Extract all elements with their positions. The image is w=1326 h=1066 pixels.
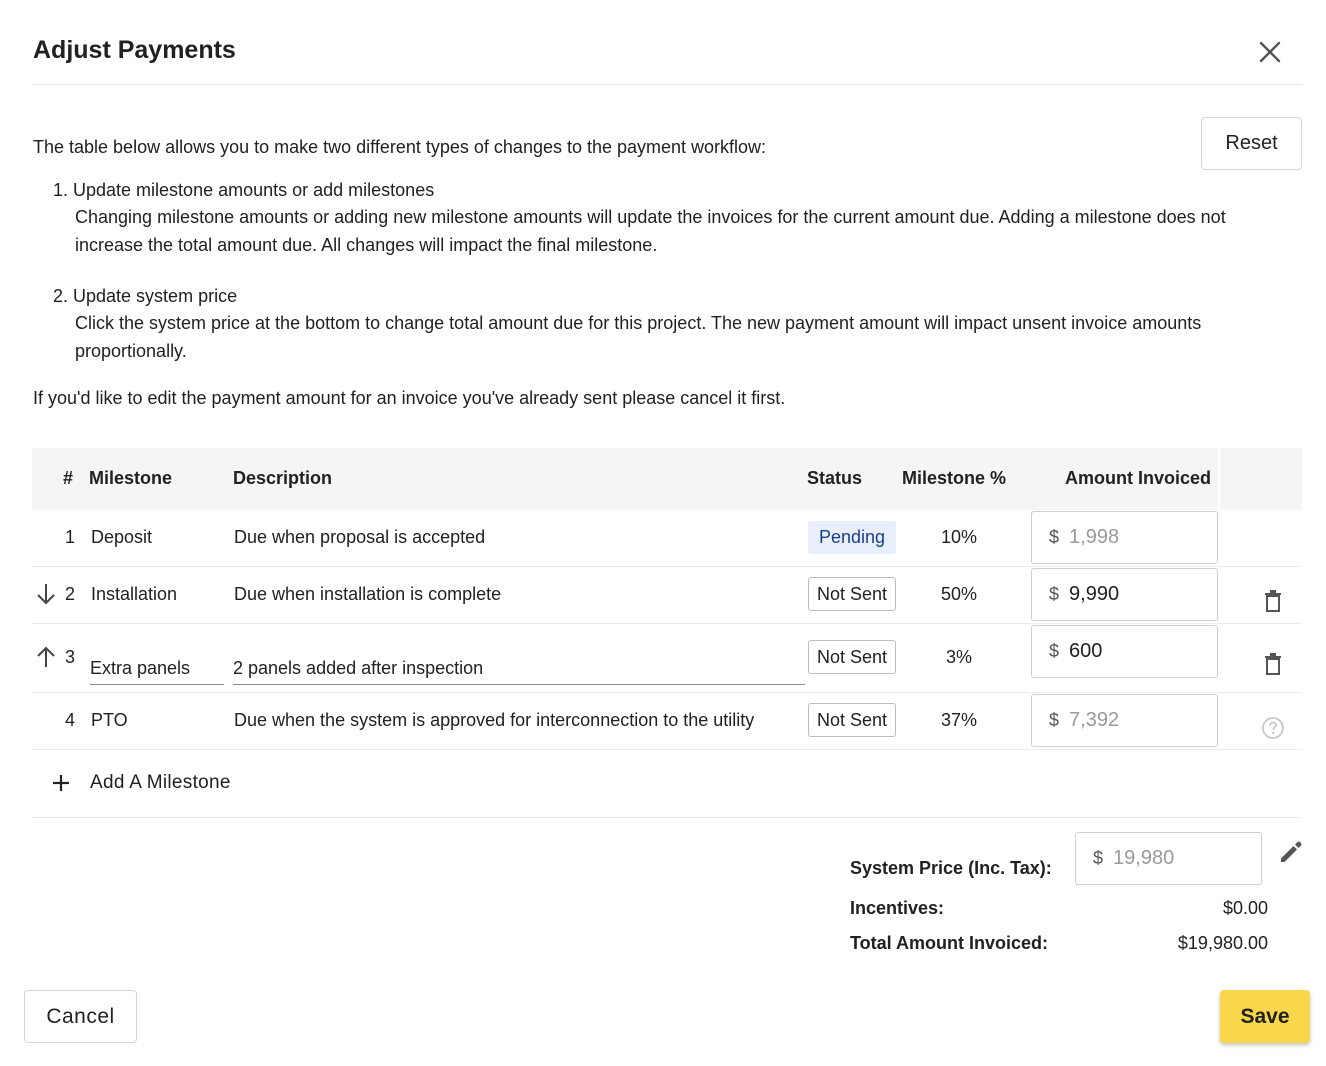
row-percent: 37% [940,710,978,730]
reset-button[interactable]: Reset [1201,117,1302,170]
amount-value: 600 [1069,640,1103,662]
status-badge: Not Sent [808,577,896,611]
amount-value: 1,998 [1069,526,1120,548]
row-description: Due when the system is approved for interconnection to the utility [234,710,755,730]
row-description: Due when proposal is accepted [234,527,486,547]
trash-icon [1264,590,1282,612]
currency-symbol: $ [1093,848,1104,868]
amount-value: 9,990 [1069,583,1120,605]
row-number: 3 [64,647,75,667]
instruction-body-1: Changing milestone amounts or adding new milestone amounts will update the invoices for the current amount due. Adding a milestone does not increase the total amount due. All changes will impact the final milestone. [75,207,1226,255]
incentives-value: $0.00 [1222,898,1268,918]
system-price-label: System Price (Inc. Tax): [850,858,1052,878]
row-description: Due when installation is complete [234,584,502,604]
row-number: 2 [64,584,75,604]
add-milestone-label: Add A Milestone [90,772,231,793]
instruction-body-2: Click the system price at the bottom to change total amount due for this project. The new payment amount will impact unsent invoice amounts proportionally. [75,313,1202,361]
cancel-button[interactable]: Cancel [24,990,137,1043]
col-header-amount: Amount Invoiced [1065,468,1212,488]
incentives-label: Incentives: [850,898,945,918]
milestone-name-input[interactable]: Extra panels [90,655,224,685]
status-badge: Pending [808,521,896,554]
total-invoiced-value: $19,980.00 [1177,933,1268,953]
row-divider [32,623,1302,624]
help-button[interactable] [1261,716,1285,740]
currency-symbol: $ [1049,641,1060,661]
trash-icon [1264,653,1282,675]
col-header-milestone: Milestone [89,468,173,488]
instruction-heading-2: 2. Update system price [53,286,238,306]
amount-input [1031,511,1218,564]
col-header-num: # [63,468,74,488]
intro-text: The table below allows you to make two different types of changes to the payment workflow: [33,137,767,157]
amount-value: 7,392 [1069,709,1120,731]
row-divider [32,692,1302,693]
row-percent: 3% [945,647,972,667]
cancel-note: If you'd like to edit the payment amount for an invoice you've already sent please cancel it first. [33,388,786,408]
row-milestone: PTO [91,710,128,730]
row-number: 1 [64,527,75,547]
table-header-gap [1218,448,1220,510]
close-icon [1259,41,1281,63]
delete-button[interactable] [1262,589,1284,613]
col-header-status: Status [807,468,863,488]
dialog-title: Adjust Payments [33,36,236,64]
pencil-icon [1278,839,1304,865]
row-divider [32,749,1302,750]
amount-input [1031,694,1218,747]
status-badge: Not Sent [808,640,896,674]
currency-symbol: $ [1049,584,1060,604]
arrow-down-icon [35,582,57,606]
save-button[interactable]: Save [1220,990,1310,1043]
status-badge: Not Sent [808,703,896,737]
title-divider [32,84,1302,85]
row-milestone: Installation [91,584,178,604]
delete-button[interactable] [1262,652,1284,676]
instruction-heading-1: 1. Update milestone amounts or add milestones [53,180,435,200]
table-bottom-divider [32,817,1302,818]
system-price-input [1075,832,1262,885]
amount-input[interactable] [1031,568,1218,621]
row-divider [32,566,1302,567]
total-invoiced-label: Total Amount Invoiced: [850,933,1048,953]
row-percent: 50% [940,584,978,604]
row-milestone: Deposit [91,527,153,547]
arrow-up-icon [35,645,57,669]
system-price-value: 19,980 [1113,847,1175,869]
currency-symbol: $ [1049,710,1060,730]
col-header-description: Description [233,468,333,488]
add-milestone-button[interactable] [50,768,231,798]
edit-system-price-button[interactable] [1277,838,1305,866]
currency-symbol: $ [1049,527,1060,547]
description-input[interactable]: 2 panels added after inspection [233,655,805,685]
help-circle-icon [1261,716,1285,740]
row-number: 4 [64,710,75,730]
close-button[interactable] [1252,34,1288,70]
row-percent: 10% [940,527,978,547]
plus-icon [50,772,72,794]
col-header-percent: Milestone % [902,468,1007,488]
amount-input[interactable] [1031,625,1218,678]
